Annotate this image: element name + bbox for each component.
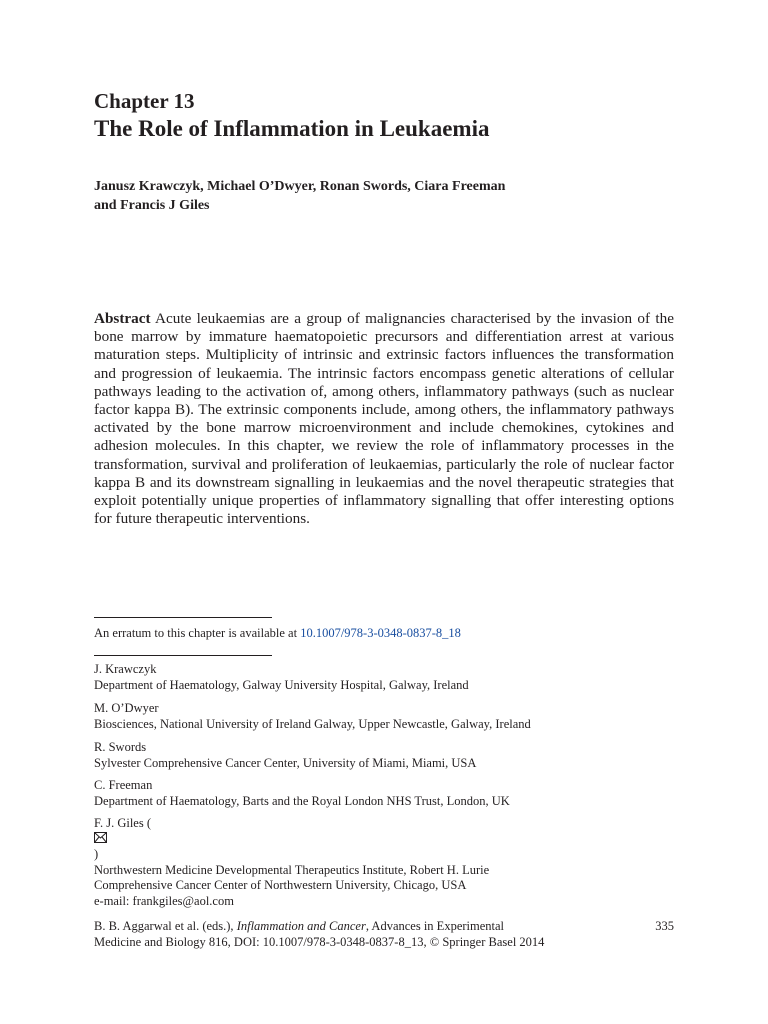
erratum-note — [94, 625, 461, 641]
affiliation-line: Comprehensive Cancer Center of Northwestern University, Chicago, USA — [94, 878, 467, 892]
chapter-label: Chapter 13 — [94, 89, 195, 113]
affiliation — [94, 778, 674, 809]
affiliation-name: M. O’Dwyer — [94, 701, 159, 715]
citation-line: Medicine and Biology 816, DOI: 10.1007/978-3-0348-0837-8_13, © Springer Basel 2014 — [94, 935, 545, 949]
affiliation — [94, 816, 674, 909]
affiliation-line: Department of Haematology, Barts and the Royal London NHS Trust, London, UK — [94, 793, 510, 808]
citation-line — [94, 918, 674, 934]
affiliation — [94, 740, 674, 771]
page-number: 335 — [655, 919, 674, 933]
affiliation-name: C. Freeman — [94, 778, 153, 792]
affiliation-name: J. Krawczyk — [94, 662, 157, 676]
footnote-divider — [94, 617, 272, 618]
chapter-title: The Role of Inflammation in Leukaemia — [94, 116, 490, 141]
affiliation-line: Northwestern Medicine Developmental Therapeutics Institute, Robert H. Lurie — [94, 862, 490, 877]
affiliation-name: R. Swords — [94, 740, 147, 754]
envelope-icon[interactable] — [94, 832, 674, 848]
affiliation-line: Sylvester Comprehensive Cancer Center, University of Miami, Miami, USA — [94, 755, 477, 770]
citation-prefix: B. B. Aggarwal et al. (eds.), — [94, 919, 237, 933]
affiliation — [94, 701, 674, 732]
citation-footer — [94, 918, 674, 950]
affiliation-line: Department of Haematology, Galway University Hospital, Galway, Ireland — [94, 677, 469, 692]
affiliation — [94, 662, 674, 693]
affiliation-name: F. J. Giles ( — [94, 816, 151, 830]
author-line: and Francis J Giles — [94, 198, 210, 213]
affiliation-divider — [94, 655, 272, 656]
erratum-doi-link[interactable]: 10.1007/978-3-0348-0837-8_18 — [300, 626, 461, 640]
abstract-text: Acute leukaemias are a group of malignancies characterised by the invasion of the bone marrow by immature haematopoietic precursors and differentiation arrest at various maturation steps. Multiplicity of intrinsic and extrinsic factors influences the transformation and progression of leukaemia. The intrinsic factors encompass genetic alterations of cellular pathways leading to the activation of, among others, inflammatory pathways (such as nuclear factor kappa B). The extrinsic components include, among others, the inflammatory pathways activated by the bone marrow microenvironment and include chemokines, cytokines and adhesion molecules. In this chapter, we review the role of inflammatory processes in the transformation, survival and proliferation of leukaemias, particularly the role of nuclear factor kappa B and its downstream signalling in leukaemias and the novel therapeutic strategies that exploit potentially unique properties of inflammatory signalling that offer interesting options for future therapeutic interventions. — [94, 310, 674, 528]
abstract-label: Abstract — [94, 310, 151, 327]
affiliation-name-suffix: ) — [94, 847, 99, 861]
affiliation-line: Biosciences, National University of Ireland Galway, Upper Newcastle, Galway, Ireland — [94, 716, 531, 731]
abstract — [94, 310, 674, 528]
affiliation-email: e-mail: frankgiles@aol.com — [94, 893, 234, 908]
erratum-text: An erratum to this chapter is available at — [94, 626, 301, 640]
corresponding-author-name — [94, 816, 674, 863]
citation-suffix: , Advances in Experimental — [365, 919, 505, 933]
author-list — [94, 177, 674, 215]
book-title: Inflammation and Cancer — [236, 919, 366, 933]
author-line: Janusz Krawczyk, Michael O’Dwyer, Ronan Swords, Ciara Freeman — [94, 179, 506, 194]
